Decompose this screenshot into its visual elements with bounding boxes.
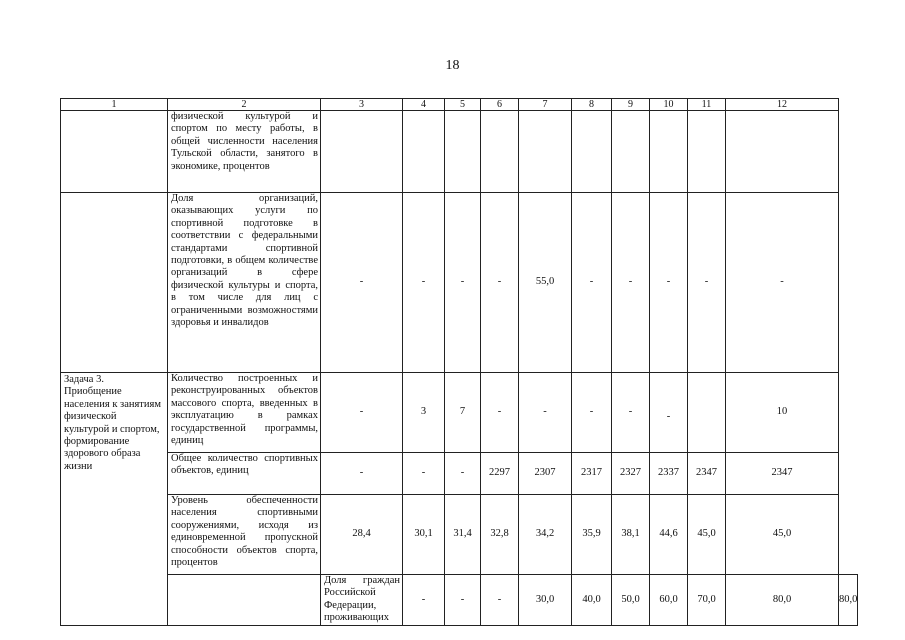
value-cell: - [403, 575, 445, 626]
value-cell: 44,6 [650, 495, 688, 575]
value-cell: 28,4 [321, 495, 403, 575]
value-cell [445, 111, 481, 193]
value-cell [688, 373, 726, 453]
col-header: 7 [519, 99, 572, 111]
value-cell: - [612, 193, 650, 373]
value-cell: 2347 [726, 453, 839, 495]
value-cell: - [445, 575, 481, 626]
value-cell: 40,0 [572, 575, 612, 626]
value-cell: - [519, 373, 572, 453]
value-cell: - [481, 193, 519, 373]
col-header: 6 [481, 99, 519, 111]
value-cell [688, 111, 726, 193]
task-cell-empty [61, 111, 168, 193]
col-header: 1 [61, 99, 168, 111]
value-cell: - [321, 373, 403, 453]
value-cell: 10 [726, 373, 839, 453]
value-cell: 2297 [481, 453, 519, 495]
indicator-cell: Количество построенных и реконструированных объектов массового спорта, введенных в эксплуатацию в рамках государственной программы, единиц [168, 373, 321, 453]
value-cell: - [403, 453, 445, 495]
value-cell: - [445, 193, 481, 373]
value-cell: 55,0 [519, 193, 572, 373]
value-cell: 30,0 [519, 575, 572, 626]
table-row [61, 453, 858, 495]
value-cell: 60,0 [650, 575, 688, 626]
value-cell [403, 111, 445, 193]
indicator-cell: Доля организаций, оказывающих услуги по спортивной подготовке в соответствии с федеральными стандартами спортивной подготовки, в общем количестве организаций в сфере физической культуры и спорта, в том числе для лиц с ограниченными возможностями здоровья и инвалидов [168, 193, 321, 373]
value-cell: 34,2 [519, 495, 572, 575]
value-cell: - [445, 453, 481, 495]
table-row [61, 495, 858, 575]
col-header: 2 [168, 99, 321, 111]
col-header: 5 [445, 99, 481, 111]
table-row [61, 193, 858, 373]
value-cell [612, 111, 650, 193]
value-cell: - [481, 575, 519, 626]
col-header: 3 [321, 99, 403, 111]
value-cell: 35,9 [572, 495, 612, 575]
indicators-table [60, 98, 858, 626]
col-header: 10 [650, 99, 688, 111]
col-header: 9 [612, 99, 650, 111]
value-cell: 31,4 [445, 495, 481, 575]
value-cell: 30,1 [403, 495, 445, 575]
value-cell: - [403, 193, 445, 373]
value-cell: 50,0 [612, 575, 650, 626]
value-cell [726, 111, 839, 193]
value-cell: 32,8 [481, 495, 519, 575]
value-cell: - [481, 373, 519, 453]
column-number-row [61, 99, 858, 111]
col-header: 11 [688, 99, 726, 111]
col-header: 12 [726, 99, 839, 111]
value-cell: 7 [445, 373, 481, 453]
table-row [61, 111, 858, 193]
value-cell: - [650, 193, 688, 373]
value-cell: - [572, 193, 612, 373]
value-cell: 2317 [572, 453, 612, 495]
value-cell: 2337 [650, 453, 688, 495]
indicator-cell: физической культурой и спортом по месту работы, в общей численности населения Тульской области, занятого в экономике, процентов [168, 111, 321, 193]
value-cell [481, 111, 519, 193]
value-cell: 70,0 [688, 575, 726, 626]
table-row [61, 575, 858, 626]
value-cell: - [650, 373, 688, 453]
value-cell: 80,0 [726, 575, 839, 626]
indicator-cell: Уровень обеспеченности населения спортивными сооружениями, исходя из единовременной пропускной способности объектов спорта, процентов [168, 495, 321, 575]
value-cell [572, 111, 612, 193]
value-cell: - [321, 453, 403, 495]
task-cell: Задача 3. Приобщение населения к занятиям физической культурой и спортом, формирование здорового образа жизни [61, 373, 168, 626]
value-cell: 80,0 [839, 575, 858, 626]
value-cell [650, 111, 688, 193]
table-row [61, 373, 858, 453]
indicator-cell: Доля граждан Российской Федерации, проживающих [321, 575, 403, 626]
value-cell: - [321, 193, 403, 373]
value-cell: 2347 [688, 453, 726, 495]
value-cell: - [726, 193, 839, 373]
col-header: 4 [403, 99, 445, 111]
value-cell: - [572, 373, 612, 453]
value-cell: - [612, 373, 650, 453]
value-cell: 45,0 [726, 495, 839, 575]
value-cell: 3 [403, 373, 445, 453]
col-header: 8 [572, 99, 612, 111]
value-cell: 45,0 [688, 495, 726, 575]
value-cell: 38,1 [612, 495, 650, 575]
value-cell [321, 111, 403, 193]
value-cell [519, 111, 572, 193]
task-cell-empty [61, 193, 168, 373]
page-number: 18 [445, 58, 460, 73]
task-cell-empty [168, 575, 321, 626]
value-cell: - [688, 193, 726, 373]
indicator-cell: Общее количество спортивных объектов, единиц [168, 453, 321, 495]
value-cell: 2307 [519, 453, 572, 495]
value-cell: 2327 [612, 453, 650, 495]
